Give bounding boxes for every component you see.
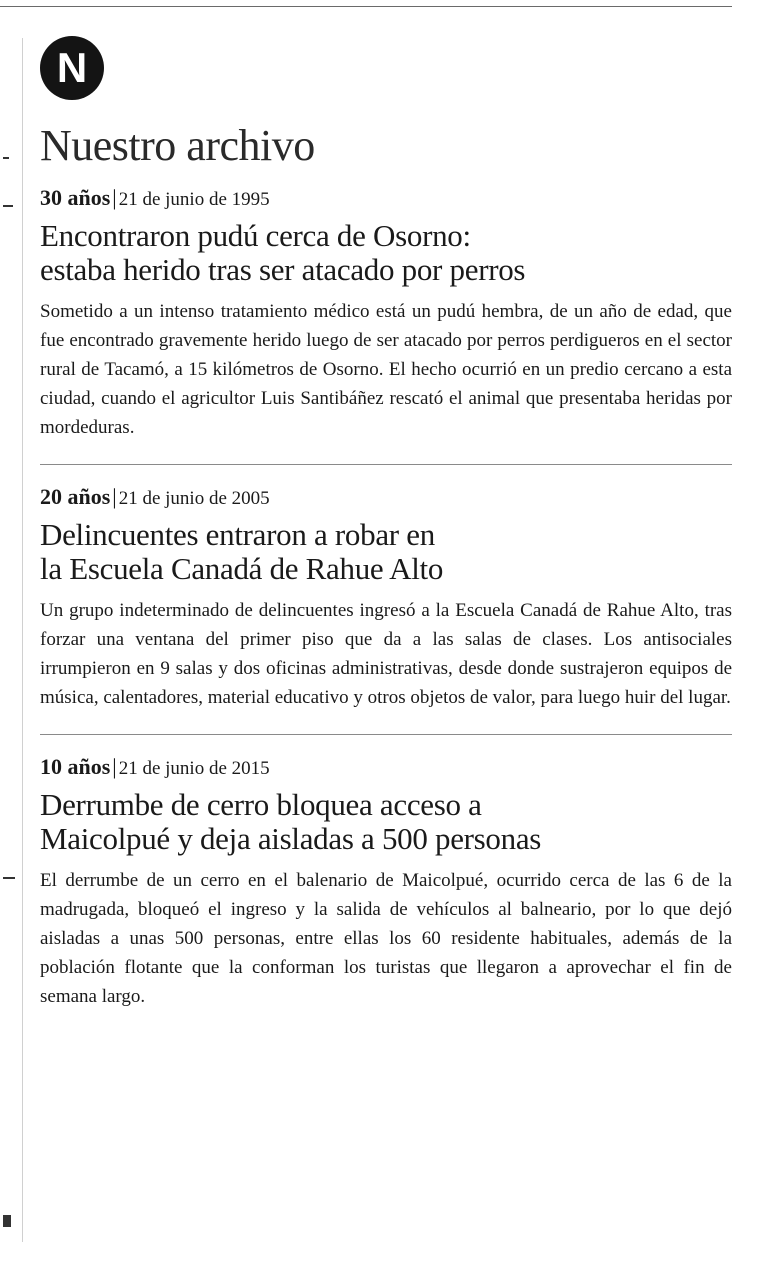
headline-line-2: Maicolpué y deja aisladas a 500 personas xyxy=(40,820,542,856)
archive-article-20-years xyxy=(40,464,732,712)
headline-line-2: la Escuela Canadá de Rahue Alto xyxy=(40,550,444,586)
headline-line-2: estaba herido tras ser atacado por perros xyxy=(40,251,526,287)
years-ago-label: 20 años xyxy=(40,483,111,509)
article-kicker xyxy=(40,755,732,780)
article-date: 21 de junio de 1995 xyxy=(118,189,270,210)
article-headline xyxy=(40,788,732,856)
article-headline xyxy=(40,518,732,586)
article-body: Un grupo indeterminado de delincuentes ingresó a la Escuela Canadá de Rahue Alto, tras forzar una ventana del primer piso que da a las salas de clases. Los antisociales irrumpieron en 9 salas y dos oficinas administrativas, desde donde sustrajeron equipos de música, calentadores, material educativo y otros objetos de valor, para luego huir del lugar. xyxy=(40,599,732,708)
article-body: El derrumbe de un cerro en el balenario de Maicolpué, ocurrido cerca de las 6 de la madrugada, bloqueó el ingreso y la salida de vehículos al balneario, por lo que dejó aisladas a unas 500 personas, entre ellas los 60 residente habituales, además de la población flotante que la conforman los turistas que llegaron a aprovechar el fin de semana largo. xyxy=(40,869,732,1007)
kicker-separator: | xyxy=(112,753,117,779)
section-title: Nuestro archivo xyxy=(40,121,315,170)
article-date: 21 de junio de 2005 xyxy=(118,487,270,509)
archive-article-10-years xyxy=(40,734,732,1011)
adjacent-column-fragment xyxy=(3,877,15,879)
newspaper-logo-icon: N xyxy=(40,36,104,100)
adjacent-column-fragment xyxy=(3,157,9,159)
column-divider xyxy=(22,38,23,1242)
headline-line-1: Delincuentes entraron a robar en xyxy=(40,516,435,552)
archive-section xyxy=(40,36,732,1011)
article-kicker xyxy=(40,485,732,510)
years-ago-label: 30 años xyxy=(40,185,111,210)
years-ago-label: 10 años xyxy=(40,753,111,779)
headline-line-1: Derrumbe de cerro bloquea acceso a xyxy=(40,786,482,822)
kicker-separator: | xyxy=(112,483,117,509)
headline-line-1: Encontraron pudú cerca de Osorno: xyxy=(40,217,471,253)
adjacent-column-fragment xyxy=(3,205,13,207)
archive-article-30-years xyxy=(40,186,732,442)
article-date: 21 de junio de 2015 xyxy=(118,757,270,779)
adjacent-column-fragment xyxy=(3,1215,11,1227)
article-headline xyxy=(40,219,732,287)
top-rule xyxy=(0,6,732,7)
article-kicker xyxy=(40,186,732,211)
article-body: Sometido a un intenso tratamiento médico está un pudú hembra, de un año de edad, que fue encontrado gravemente herido luego de ser atacado por perros perdigueros en el sector rural de Tacamó, a 15 kilómetros de Osorno. El hecho ocurrió en un predio cercano a esta ciudad, cuando el agricultor Luis Santibáñez rescató el animal que presentaba heridas por mordeduras. xyxy=(40,300,732,438)
kicker-separator: | xyxy=(112,185,117,210)
